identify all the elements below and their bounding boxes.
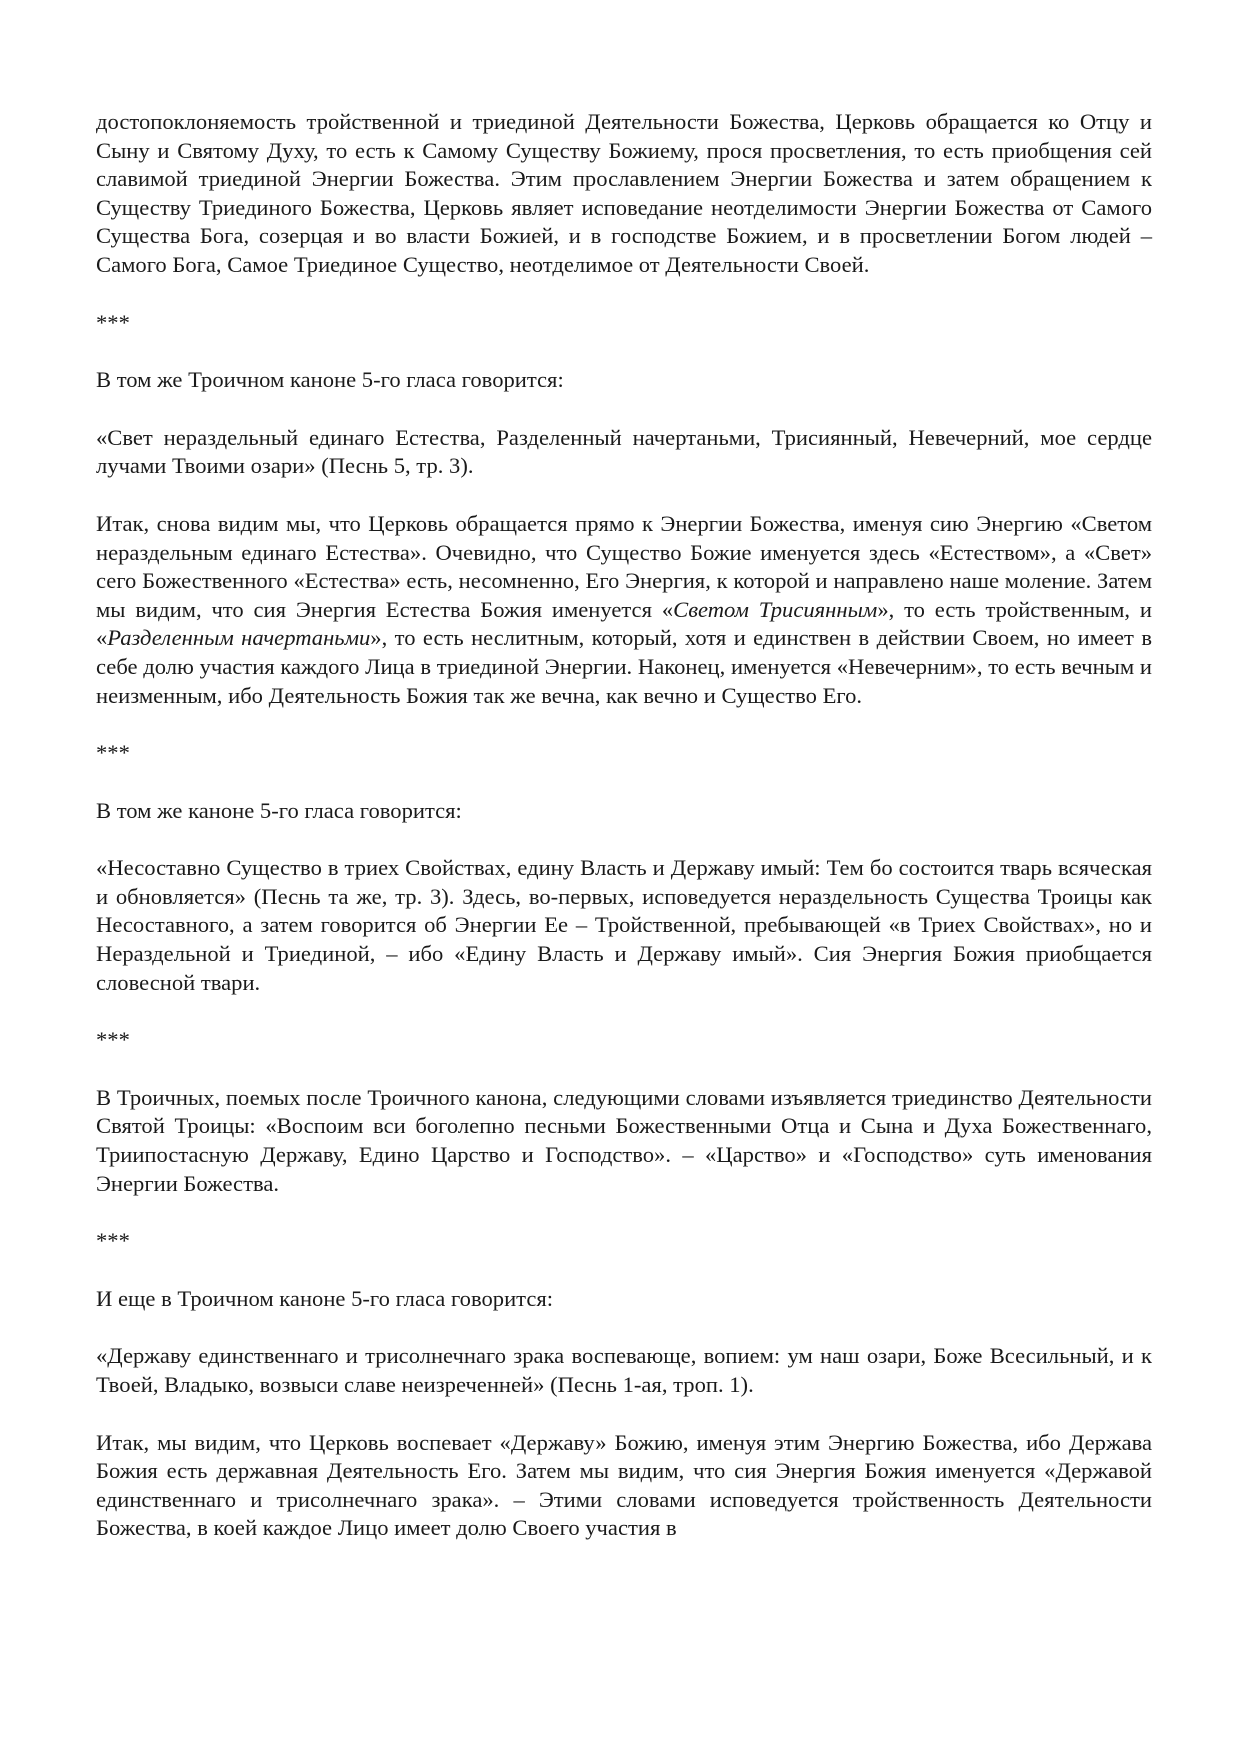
- section-separator-1: ***: [96, 309, 130, 335]
- section-separator-4: ***: [96, 1228, 130, 1254]
- paragraph-3-quote: «Свет нераздельный единаго Естества, Разделенный начертаньми, Трисиянный, Невечерний, мое сердце лучами Твоими озари» (Песнь 5, тр. 3).: [96, 424, 1152, 479]
- paragraph-4-text-a: Итак, снова видим мы, что Церковь обращается прямо к Энергии Божества, именуя сию Энергию «Светом нераздельным единаго Естества». Очевидно, что Существо Божие именуется здесь «Естеством», а «Свет» сего Божественного «Естества» есть, несомненно, Его Энергия, к которой и направлено наше моление. Затем мы видим, что сия Энергия Естества Божия именуется «: [96, 510, 1152, 622]
- paragraph-4-text-c: », то есть неслитным, который, хотя и единствен в действии Своем, но имеет в себе долю участия каждого Лица в триединой Энергии. Наконец, именуется «Невечерним», то есть вечным и неизменным, ибо Деятельность Божия так же вечна, как вечно и Существо Его.: [96, 625, 1152, 708]
- paragraph-2: В том же Троичном каноне 5-го гласа говорится:: [96, 367, 564, 393]
- section-separator-3: ***: [96, 1027, 130, 1053]
- paragraph-8: И еще в Троичном каноне 5-го гласа говорится:: [96, 1285, 554, 1311]
- paragraph-5: В том же каноне 5-го гласа говорится:: [96, 797, 462, 823]
- paragraph-4-italic-2: Разделенным начертаньми: [107, 625, 371, 651]
- paragraph-4-text-b: », то есть тройственным, и «: [96, 596, 1152, 651]
- paragraph-10: Итак, мы видим, что Церковь воспевает «Державу» Божию, именуя этим Энергию Божества, ибо Держава Божия есть державная Деятельность Его. Затем мы видим, что сия Энергия Божия именуется «Державой единственнаго и трисолнечнаго зрака». – Этими словами исповедуется тройственность Деятельности Божества, в коей каждое Лицо имеет долю Своего участия в: [96, 1429, 1152, 1541]
- section-separator-2: ***: [96, 740, 130, 766]
- paragraph-4-italic-1: Светом Трисиянным: [673, 596, 878, 622]
- paragraph-4: [96, 510, 1152, 710]
- paragraph-1: достопоклоняемость тройственной и триединой Деятельности Божества, Церковь обращается ко Отцу и Сыну и Святому Духу, то есть к Самому Существу Божиему, прося просветления, то есть приобщения сей славимой триединой Энергии Божества. Этим прославлением Энергии Божества и затем обращением к Существу Триединого Божества, Церковь являет исповедание неотделимости Энергии Божества от Самого Существа Бога, созерцая и во власти Божией, и в господстве Божием, и в просветлении Богом людей – Самого Бога, Самое Триединое Существо, неотделимое от Деятельности Своей.: [96, 109, 1152, 277]
- paragraph-9-quote: «Державу единственнаго и трисолнечнаго зрака воспевающе, вопием: ум наш озари, Боже Всесильный, и к Твоей, Владыко, возвыси славе неизреченней» (Песнь 1-ая, троп. 1).: [96, 1343, 1152, 1397]
- paragraph-7: В Троичных, поемых после Троичного канона, следующими словами изъявляется триединство Деятельности Святой Троицы: «Воспоим вси боголепно песньми Божественными Отца и Сына и Духа Божественнаго, Триипостасную Державу, Едино Царство и Господство». – «Царство» и «Господство» суть именования Энергии Божества.: [96, 1084, 1152, 1196]
- paragraph-6: «Несоставно Существо в триех Свойствах, едину Власть и Державу имый: Тем бо состоится тварь всяческая и обновляется» (Песнь та же, тр. 3). Здесь, во-первых, исповедуется нераздельность Существа Троицы как Несоставного, а затем говорится об Энергии Ее – Тройственной, пребывающей «в Триех Свойствах», но и Нераздельной и Триединой, – ибо «Едину Власть и Державу имый». Сия Энергия Божия приобщается словесной твари.: [96, 855, 1152, 995]
- document-page: [96, 108, 1152, 1543]
